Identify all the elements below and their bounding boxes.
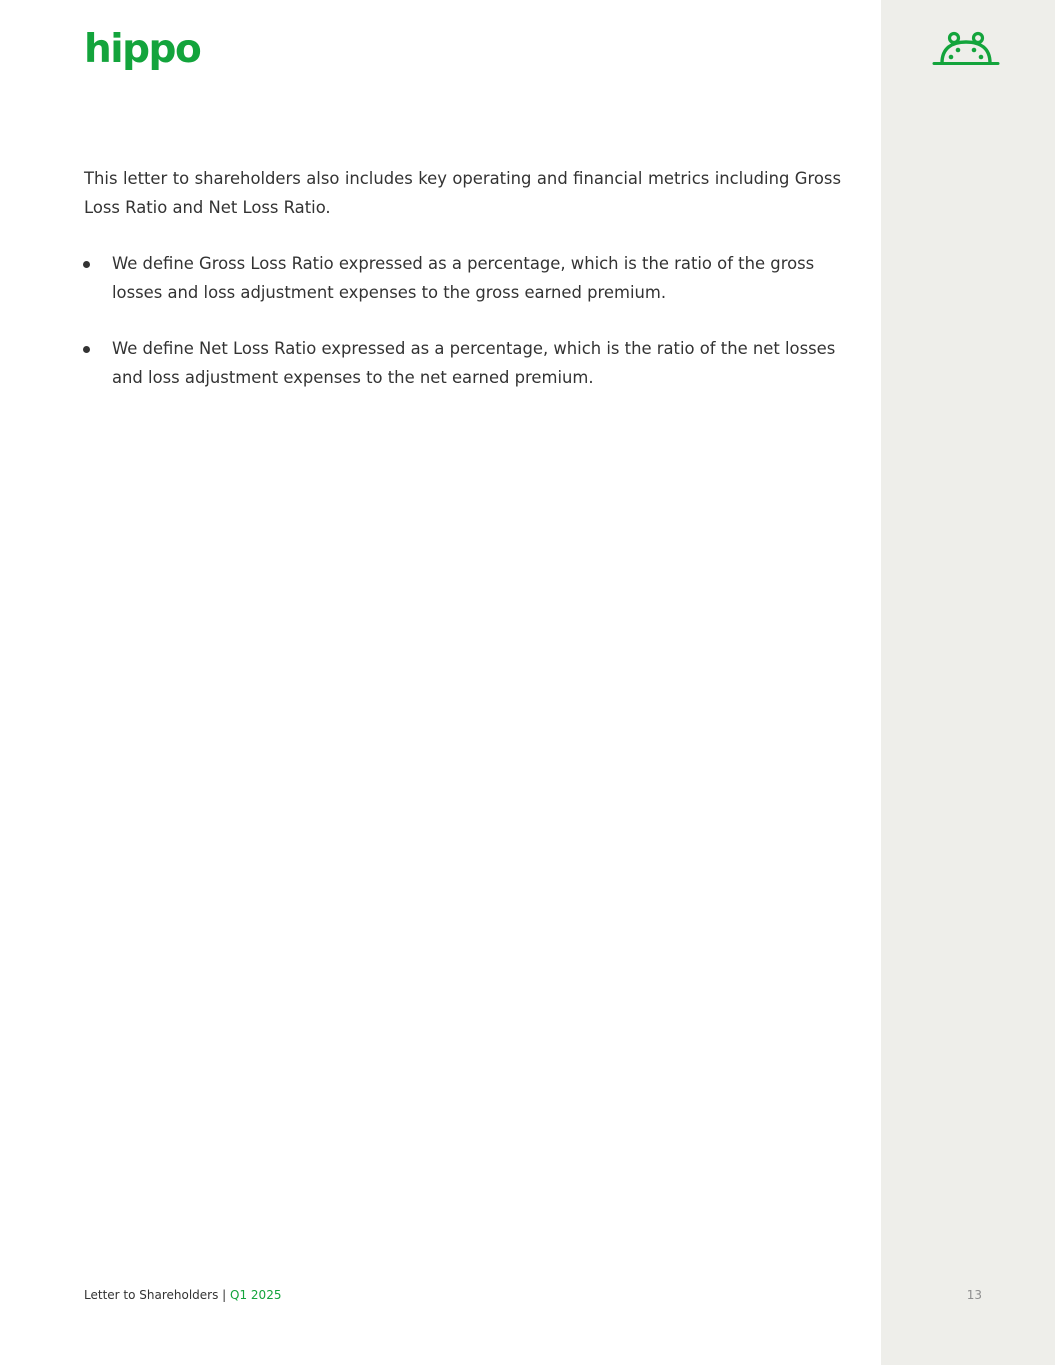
list-item	[84, 335, 841, 392]
page-sidebar	[881, 0, 1055, 1365]
intro-paragraph: This letter to shareholders also includes key operating and financial metrics including Gross Loss Ratio and Net Loss Ratio.	[84, 169, 841, 217]
page-footer	[84, 1286, 281, 1304]
body-section	[84, 165, 841, 420]
bullet-icon	[83, 261, 90, 268]
brand-wordmark: hippo	[84, 27, 201, 72]
net-loss-ratio-definition: We define Net Loss Ratio expressed as a percentage, which is the ratio of the net losses and loss adjustment expenses to the net earned premium.	[112, 339, 836, 387]
gross-loss-ratio-definition: We define Gross Loss Ratio expressed as a percentage, which is the ratio of the gross losses and loss adjustment expenses to the gross earned premium.	[112, 254, 815, 302]
bullet-icon	[83, 346, 90, 353]
page-number: 13	[966, 1288, 982, 1302]
list-item	[84, 250, 841, 307]
footer-doc-title: Letter to Shareholders	[84, 1288, 219, 1302]
hippo-head-icon	[932, 28, 1000, 68]
definitions-list	[84, 250, 841, 392]
footer-separator: |	[218, 1288, 231, 1302]
footer-period: Q1 2025	[230, 1288, 282, 1302]
